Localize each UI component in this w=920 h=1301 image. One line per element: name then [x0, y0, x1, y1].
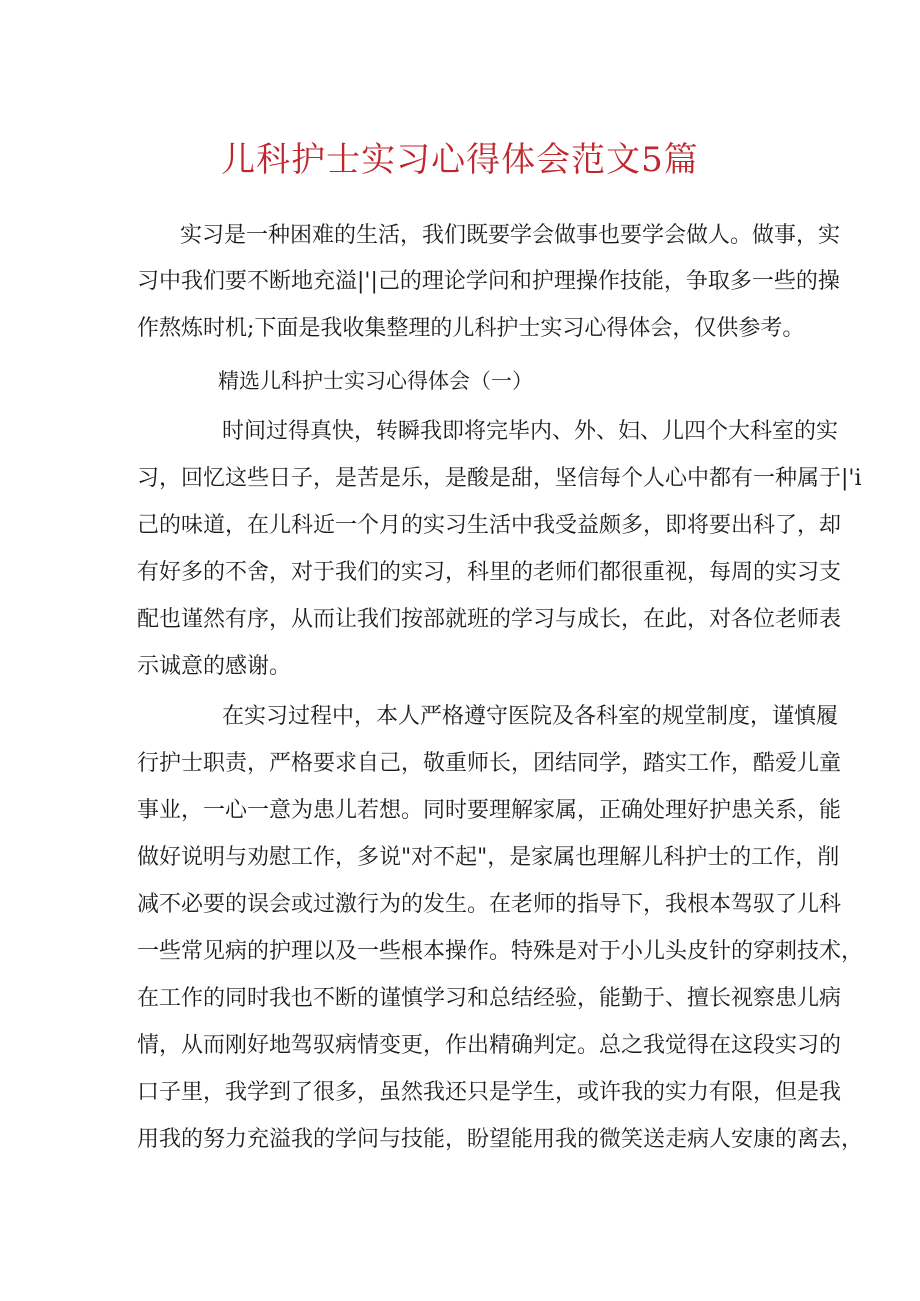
- intro-line: 习中我们要不断地充溢|'|己的理论学问和护理操作技能，争取多一些的操: [137, 269, 840, 294]
- intro-line: 实习是一种困难的生活，我们既要学会做事也要学会做人。做事，实: [180, 223, 841, 248]
- paragraph-line: 一些常见病的护理以及一些根本操作。特殊是对于小儿头皮针的穿刺技术，: [137, 939, 864, 964]
- paragraph-line: 己的味道，在儿科近一个月的实习生活中我受益颇多，即将要出科了，却: [137, 513, 842, 538]
- paragraph-line: 在实习过程中，本人严格遵守医院及各科室的规堂制度，谨慎履: [222, 704, 839, 729]
- paragraph-line: 配也谨然有序，从而让我们按部就班的学习与成长，在此，对各位老师表: [137, 607, 842, 632]
- document-title: 儿科护士实习心得体会范文5篇: [221, 140, 699, 180]
- paragraph-line: 行护士职责，严格要求自己，敬重师长，团结同学，踏实工作，酷爱儿童: [137, 751, 842, 776]
- paragraph-line: 示诚意的感谢。: [137, 654, 292, 679]
- paragraph-line: 做好说明与劝慰工作，多说"对不起"，是家属也理解儿科护士的工作，削: [137, 845, 840, 870]
- paragraph-line: 有好多的不舍，对于我们的实习，科里的老师们都很重视，每周的实习支: [137, 560, 842, 585]
- paragraph-line: 减不必要的误会或过激行为的发生。在老师的指导下，我根本驾驭了儿科: [137, 892, 842, 917]
- intro-line: 作熬炼时机;下面是我收集整理的儿科护士实习心得体会，仅供参考。: [137, 316, 805, 341]
- section-heading: 精选儿科护士实习心得体会（一）: [218, 369, 533, 393]
- paragraph-line: 事业，一心一意为患儿若想。同时要理解家属，正确处理好护患关系，能: [137, 798, 842, 823]
- paragraph-line: 情，从而刚好地驾驭病情变更，作出精确判定。总之我觉得在这段实习的: [137, 1033, 842, 1058]
- paragraph-line: 习，回忆这些日子，是苦是乐，是酸是甜，坚信每个人心中都有一种属于|'i: [137, 466, 862, 491]
- paragraph-line: 在工作的同时我也不断的谨慎学习和总结经验，能勤于、擅长视察患儿病: [137, 986, 842, 1011]
- paragraph-line: 用我的努力充溢我的学问与技能，盼望能用我的微笑送走病人安康的离去，: [137, 1127, 864, 1152]
- paragraph-line: 时间过得真快，转瞬我即将完毕内、外、妇、儿四个大科室的实: [222, 419, 839, 444]
- paragraph-line: 口子里，我学到了很多，虽然我还只是学生，或许我的实力有限，但是我: [137, 1080, 842, 1105]
